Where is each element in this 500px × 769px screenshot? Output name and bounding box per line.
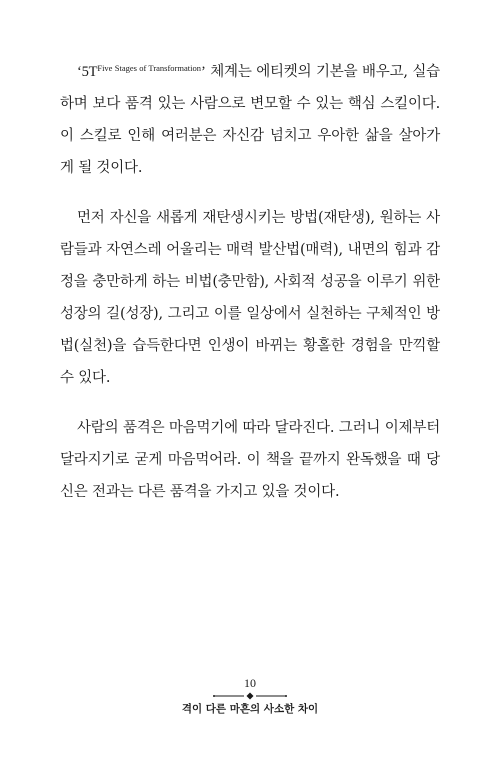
body-text (60, 52, 440, 526)
term-5t: ‘5T (77, 64, 98, 80)
term-5t-superscript: Five Stages of Transformation (97, 63, 201, 73)
paragraph-3: 사람의 품격은 마음먹기에 따라 달라진다. 그러니 이제부터 달라지기로 굳게 마음먹어라. 이 책을 끝까지 완독했을 때 당신은 전과는 다른 품격을 가지고 있을 것이다. (60, 420, 440, 500)
page-footer (0, 676, 500, 716)
running-title: 격이 다른 마흔의 사소한 차이 (181, 703, 319, 715)
paragraph-2: 먼저 자신을 새롭게 재탄생시키는 방법(재탄생), 원하는 사람들과 자연스레 어울리는 매력 발산법(매력), 내면의 힘과 감정을 충만하게 하는 비법(충만함), 사회적 성공을 이루기 위한 성장의 길(성장), 그리고 이를 일상에서 실천하는 구체적인 방법(실천)을 습득한다면 인생이 바뀌는 황홀한 경험을 만끽할 수 있다. (60, 210, 440, 386)
paragraph-1 (60, 52, 440, 184)
term-5t-close-quote: ’ (201, 64, 206, 80)
page-number: 10 (244, 676, 256, 690)
footer-ornament-icon (210, 692, 290, 700)
paragraph-1-text: 체계는 에티켓의 기본을 배우고, 실습하며 보다 품격 있는 사람으로 변모할 수 있는 핵심 스킬이다. 이 스킬로 인해 여러분은 자신감 넘치고 우아한 삶을 살아가게 될 것이다. (60, 64, 440, 176)
